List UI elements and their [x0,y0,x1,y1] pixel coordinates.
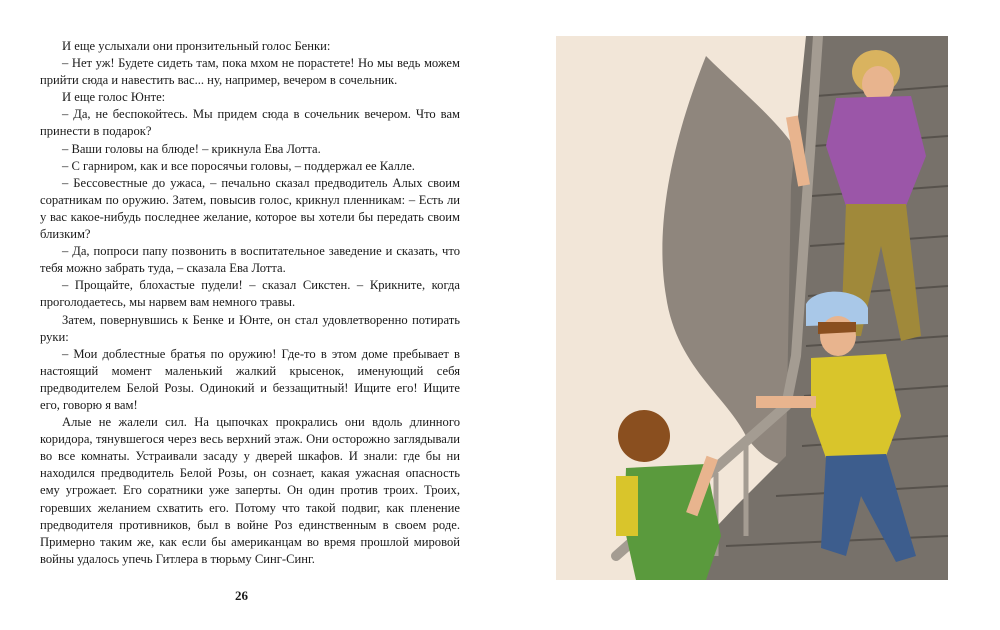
text-page [40,38,460,568]
paragraph: – Прощайте, блохастые пудели! – сказал Сикстен. – Крикните, когда проголодаетесь, мы нарвем вам немного травы. [40,278,460,310]
paragraph: И еще голос Юнте: [62,90,166,105]
page-number: 26 [235,588,248,603]
illustration-svg [556,36,948,580]
paragraph: – С гарниром, как и все поросячьи головы, – поддержал ее Калле. [62,158,415,173]
paragraph: – Ваши головы на блюде! – крикнула Ева Лотта. [62,141,321,156]
paragraph: И еще услыхали они пронзительный голос Бенки: [62,39,331,53]
paragraph: – Мои доблестные братья по оружию! Где-то в этом доме пребывает в настоящий момент маленький жалкий крысенок, именующий себя предводителем Белой Розы. Одинокий и беззащитный! Ищите его! Ищите его, говорю я вам! [40,346,460,412]
paragraph: – Бессовестные до ужаса, – печально сказал предводитель Алых своим соратникам по оружию. Затем, повысив голос, крикнул пленникам: – Есть ли у вас какое-нибудь последнее желание, которое вы хотели бы передать своим близким? [40,175,460,242]
paragraph: – Нет уж! Будете сидеть там, пока мхом не порастете! Но мы ведь можем прийти сюда и навестить вас... ну, например, вечером в сочельник. [40,56,460,88]
paragraph: – Да, попроси папу позвонить в воспитательное заведение и сказать, что тебя можно забрать туда, – сказала Ева Лотта. [40,244,460,276]
staircase-illustration [556,36,948,580]
paragraph: Затем, повернувшись к Бенке и Юнте, он стал удовлетворенно потирать руки: [40,312,460,344]
paragraph: – Да, не беспокойтесь. Мы придем сюда в сочельник вечером. Что вам принести в подарок? [40,107,460,139]
paragraph: Алые не жалели сил. На цыпочках прокрались они вдоль длинного коридора, тянувшегося через весь верхний этаж. Они осторожно заглядывали во все комнаты. Устраивали засаду у дверей шкафов. И знали: где бы ни находился предводитель Белой Розы, он сознает, какая ужасная опасность ему угрожает. Его соратники уже заперты. Он один против троих. Троих, горевших желанием схватить его. Потому что такой подвиг, как пленение предводителя противников, был в войне Роз единственным в своем роде. Примерно таким же, как если бы американцам во время прошлой мировой войны удалось упечь Гитлера в тюрьму Синг-Синг. [40,415,460,566]
